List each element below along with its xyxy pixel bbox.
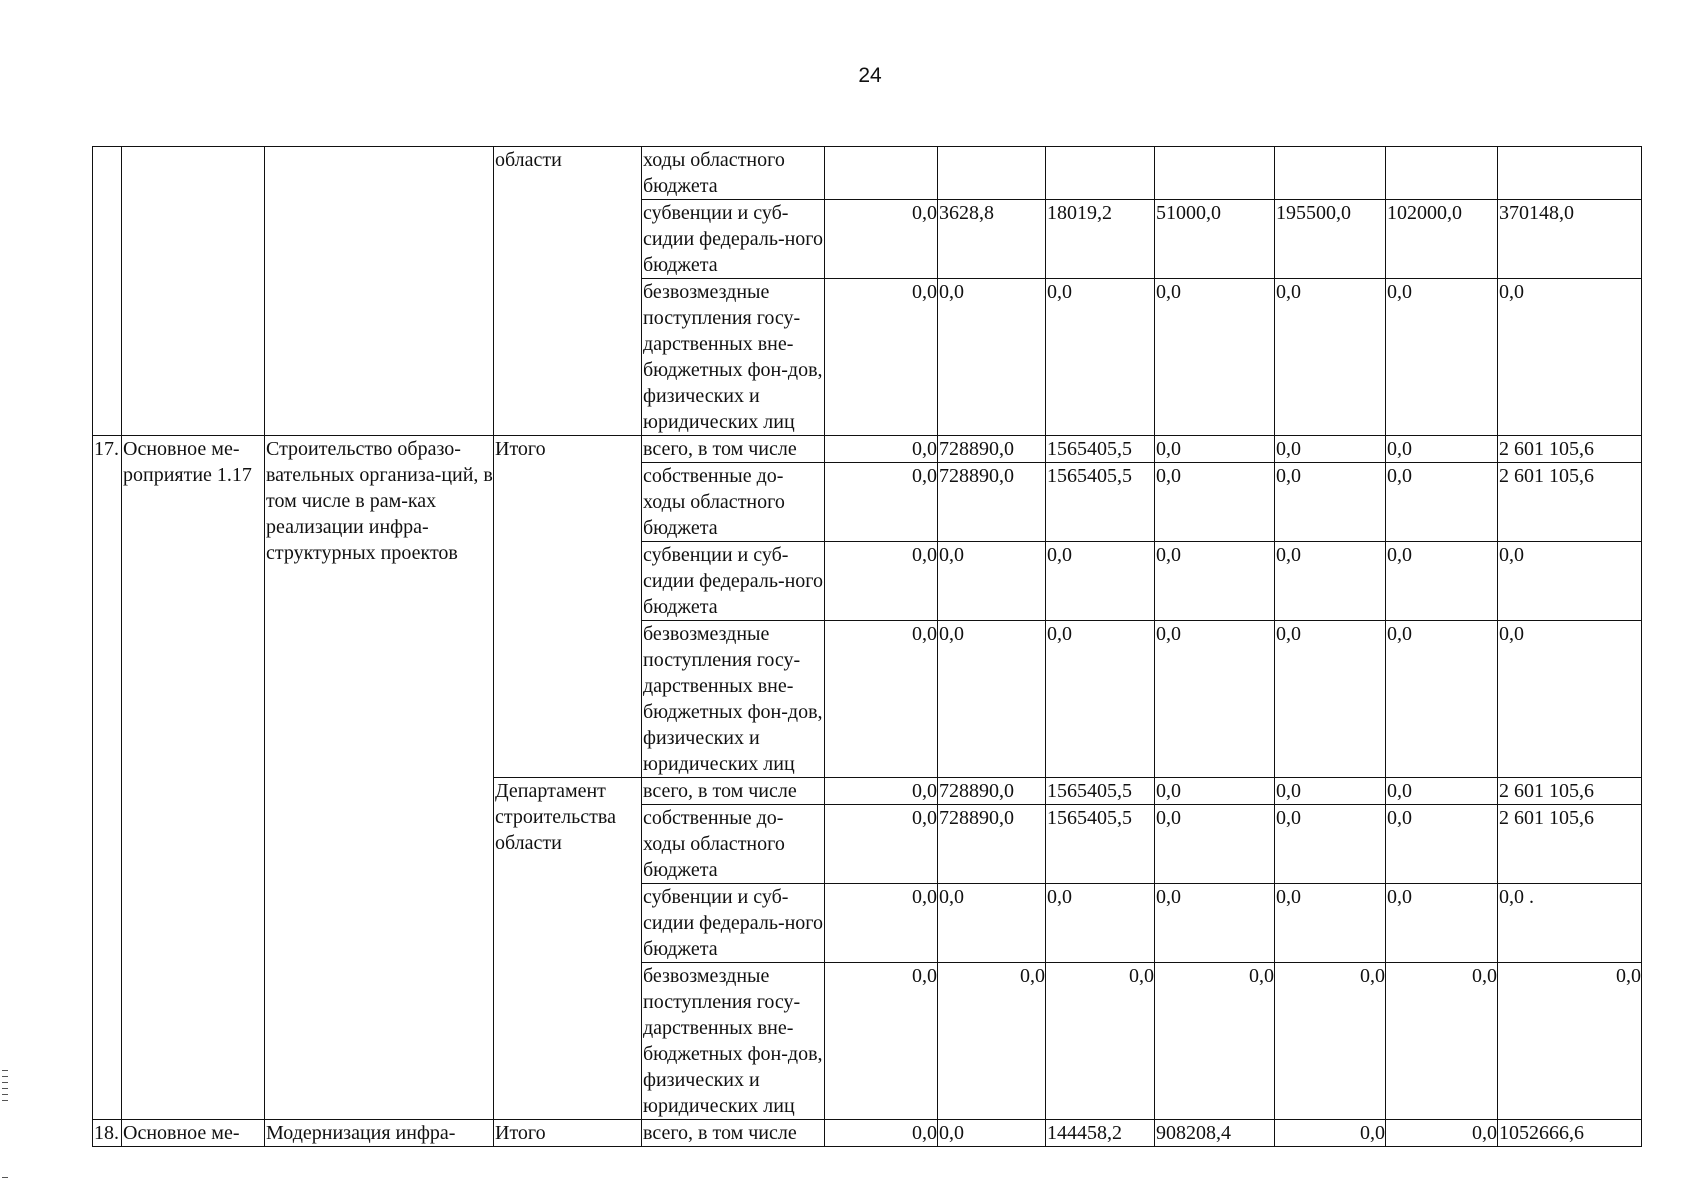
row-number: 18. bbox=[93, 1120, 122, 1147]
executor-cell: Итого bbox=[494, 436, 642, 778]
activity-type: Основное ме-роприятие 1.17 bbox=[122, 436, 265, 1120]
value-cell: 0,0 bbox=[825, 279, 938, 436]
activity-name: Модернизация инфра- bbox=[265, 1120, 494, 1147]
value-cell: 0,0 bbox=[938, 279, 1046, 436]
value-cell: 0,0 bbox=[1386, 778, 1498, 805]
value-cell: 144458,2 bbox=[1046, 1120, 1155, 1147]
value-cell: 1052666,6 bbox=[1498, 1120, 1642, 1147]
executor-cell: Итого bbox=[494, 1120, 642, 1147]
value-cell: 0,0 bbox=[825, 963, 938, 1120]
source-cell: всего, в том числе bbox=[642, 1120, 825, 1147]
value-cell: 0,0 bbox=[938, 884, 1046, 963]
value-cell: 0,0 bbox=[1498, 621, 1642, 778]
value-cell: 0,0 bbox=[1275, 778, 1386, 805]
value-cell: 0,0 bbox=[1386, 1120, 1498, 1147]
value-cell: 0,0 bbox=[1275, 963, 1386, 1120]
source-cell: субвенции и суб-сидии федераль-ного бюджета bbox=[642, 200, 825, 279]
value-cell: 0,0 bbox=[1155, 463, 1275, 542]
source-cell: ходы областного бюджета bbox=[642, 147, 825, 200]
value-cell: 0,0 bbox=[1498, 279, 1642, 436]
value-cell: 0,0 bbox=[1155, 279, 1275, 436]
value-cell: 0,0 bbox=[1046, 279, 1155, 436]
value-cell: 3628,8 bbox=[938, 200, 1046, 279]
value-cell: 0,0 bbox=[1046, 963, 1155, 1120]
activity-name: Строительство образо-вательных организа-ций, в том числе в рам-ках реализации инфра-структурных проектов bbox=[265, 436, 494, 1120]
scan-mark bbox=[2, 1070, 8, 1071]
value-cell: 2 601 105,6 bbox=[1498, 805, 1642, 884]
value-cell: 0,0 bbox=[1386, 436, 1498, 463]
value-cell: 0,0 bbox=[1498, 542, 1642, 621]
value-cell: 0,0 bbox=[1275, 805, 1386, 884]
value-cell: 2 601 105,6 bbox=[1498, 463, 1642, 542]
value-cell: 0,0 bbox=[938, 542, 1046, 621]
value-cell: 0,0 bbox=[1046, 621, 1155, 778]
value-cell: 0,0 bbox=[825, 778, 938, 805]
value-cell: 0,0 bbox=[1386, 463, 1498, 542]
value-cell: 0,0 bbox=[825, 200, 938, 279]
source-cell: собственные до-ходы областного бюджета bbox=[642, 463, 825, 542]
value-cell: 51000,0 bbox=[1155, 200, 1275, 279]
value-cell: 0,0 bbox=[1155, 542, 1275, 621]
value-cell: 0,0 bbox=[825, 805, 938, 884]
value-cell: 0,0 bbox=[1498, 963, 1642, 1120]
value-cell: 728890,0 bbox=[938, 463, 1046, 542]
value-cell: 102000,0 bbox=[1386, 200, 1498, 279]
value-cell: 0,0 bbox=[1275, 463, 1386, 542]
value-cell: 1565405,5 bbox=[1046, 778, 1155, 805]
value-cell: 1565405,5 bbox=[1046, 436, 1155, 463]
source-cell: всего, в том числе bbox=[642, 436, 825, 463]
value-cell: 0,0 bbox=[1155, 778, 1275, 805]
value-cell: 0,0 bbox=[1046, 884, 1155, 963]
value-cell: 728890,0 bbox=[938, 436, 1046, 463]
value-cell: 2 601 105,6 bbox=[1498, 778, 1642, 805]
scan-mark bbox=[2, 1100, 8, 1101]
value-cell: 2 601 105,6 bbox=[1498, 436, 1642, 463]
value-cell: 0,0 bbox=[825, 884, 938, 963]
value-cell: 0,0 . bbox=[1498, 884, 1642, 963]
value-cell: 0,0 bbox=[1275, 1120, 1386, 1147]
value-cell: 0,0 bbox=[1046, 542, 1155, 621]
value-cell: 0,0 bbox=[825, 463, 938, 542]
table-row bbox=[93, 147, 1642, 200]
scan-mark bbox=[2, 1177, 8, 1178]
value-cell: 0,0 bbox=[1386, 542, 1498, 621]
scan-mark bbox=[2, 1076, 8, 1077]
source-cell: субвенции и суб-сидии федераль-ного бюджета bbox=[642, 542, 825, 621]
value-cell: 0,0 bbox=[1155, 963, 1275, 1120]
value-cell: 0,0 bbox=[1275, 621, 1386, 778]
value-cell: 0,0 bbox=[938, 1120, 1046, 1147]
value-cell: 0,0 bbox=[825, 1120, 938, 1147]
value-cell: 0,0 bbox=[1275, 884, 1386, 963]
value-cell: 0,0 bbox=[1275, 542, 1386, 621]
value-cell: 1565405,5 bbox=[1046, 805, 1155, 884]
value-cell: 18019,2 bbox=[1046, 200, 1155, 279]
executor-cell: Департамент строительства области bbox=[494, 778, 642, 1120]
value-cell: 728890,0 bbox=[938, 805, 1046, 884]
value-cell: 728890,0 bbox=[938, 778, 1046, 805]
value-cell: 0,0 bbox=[825, 436, 938, 463]
value-cell: 0,0 bbox=[1155, 621, 1275, 778]
value-cell: 0,0 bbox=[825, 542, 938, 621]
value-cell: 0,0 bbox=[938, 621, 1046, 778]
scan-mark bbox=[2, 1088, 8, 1089]
value-cell: 0,0 bbox=[1275, 279, 1386, 436]
source-cell: безвозмездные поступления госу-дарственных вне-бюджетных фон-дов, физических и юридических лиц bbox=[642, 963, 825, 1120]
value-cell: 0,0 bbox=[1386, 963, 1498, 1120]
value-cell: 0,0 bbox=[1155, 805, 1275, 884]
value-cell: 0,0 bbox=[1386, 621, 1498, 778]
value-cell: 908208,4 bbox=[1155, 1120, 1275, 1147]
value-cell: 0,0 bbox=[938, 963, 1046, 1120]
value-cell: 370148,0 bbox=[1498, 200, 1642, 279]
value-cell: 0,0 bbox=[825, 621, 938, 778]
row-number: 17. bbox=[93, 436, 122, 1120]
value-cell: 0,0 bbox=[1155, 436, 1275, 463]
budget-table bbox=[92, 146, 1642, 1147]
scan-mark bbox=[2, 1082, 8, 1083]
value-cell: 0,0 bbox=[1386, 279, 1498, 436]
page-number: 24 bbox=[858, 64, 882, 87]
table-row bbox=[93, 436, 1642, 463]
value-cell: 0,0 bbox=[1386, 884, 1498, 963]
value-cell: 1565405,5 bbox=[1046, 463, 1155, 542]
value-cell: 195500,0 bbox=[1275, 200, 1386, 279]
table-row bbox=[93, 1120, 1642, 1147]
executor-cell: области bbox=[494, 147, 642, 436]
value-cell: 0,0 bbox=[1155, 884, 1275, 963]
scan-mark bbox=[2, 1094, 8, 1095]
source-cell: собственные до-ходы областного бюджета bbox=[642, 805, 825, 884]
value-cell: 0,0 bbox=[1386, 805, 1498, 884]
value-cell: 0,0 bbox=[1275, 436, 1386, 463]
source-cell: всего, в том числе bbox=[642, 778, 825, 805]
source-cell: безвозмездные поступления госу-дарственных вне-бюджетных фон-дов, физических и юридических лиц bbox=[642, 621, 825, 778]
source-cell: безвозмездные поступления госу-дарственных вне-бюджетных фон-дов, физических и юридических лиц bbox=[642, 279, 825, 436]
source-cell: субвенции и суб-сидии федераль-ного бюджета bbox=[642, 884, 825, 963]
activity-type: Основное ме- bbox=[122, 1120, 265, 1147]
